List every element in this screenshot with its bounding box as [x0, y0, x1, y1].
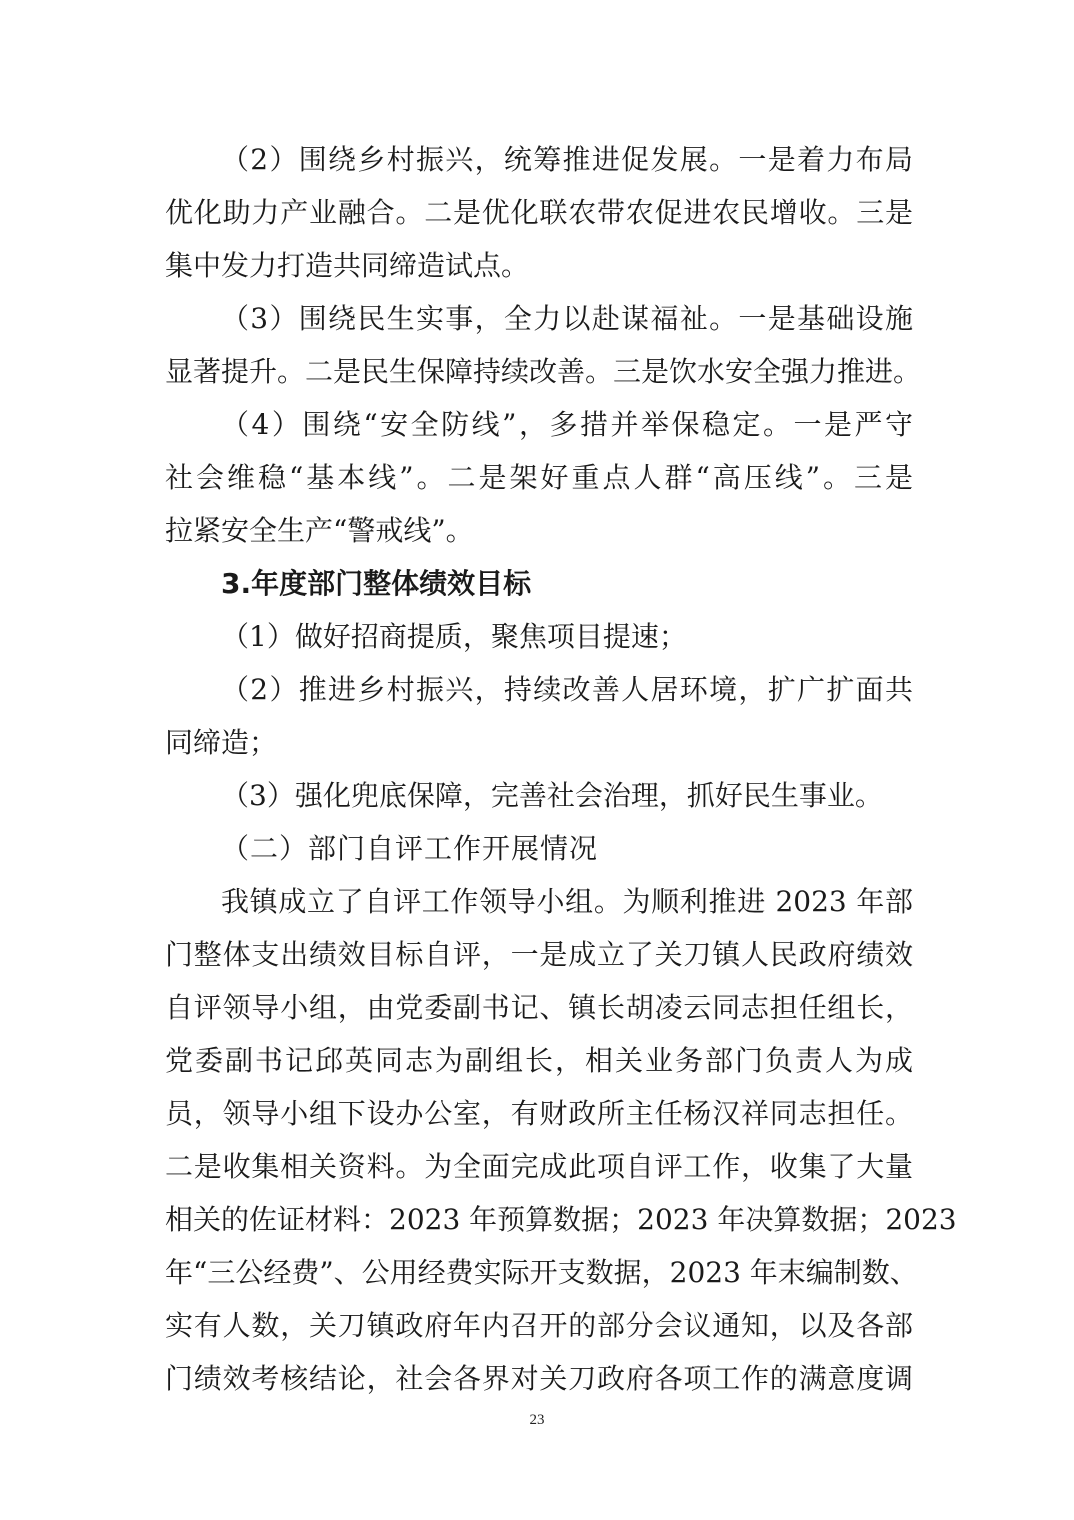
- paragraph-3-line-2: 社会维稳“基本线”。二是架好重点人群“高压线”。三是: [165, 461, 913, 494]
- paragraph-7-line-1: 我镇成立了自评工作领导小组。为顺利推进 2023 年部: [221, 885, 913, 918]
- section-heading-self-evaluation: （二）部门自评工作开展情况: [221, 832, 599, 865]
- paragraph-7-line-7: 相关的佐证材料：2023 年预算数据；2023 年决算数据；2023: [165, 1203, 957, 1236]
- paragraph-1-line-2: 优化助力产业融合。二是优化联农带农促进农民增收。三是: [165, 196, 913, 229]
- document-body: [165, 133, 957, 1405]
- section-heading-performance-goals: 3.年度部门整体绩效目标: [221, 567, 532, 600]
- paragraph-7-line-6: 二是收集相关资料。为全面完成此项自评工作，收集了大量: [165, 1150, 913, 1183]
- paragraph-5-line-2: 同缔造；: [165, 726, 278, 759]
- paragraph-1-line-3: 集中发力打造共同缔造试点。: [165, 249, 530, 282]
- paragraph-5-line-1: （2）推进乡村振兴，持续改善人居环境，扩广扩面共: [221, 673, 913, 706]
- paragraph-4-line-1: （1）做好招商提质，聚焦项目提速；: [221, 620, 687, 653]
- paragraph-7-line-10: 门绩效考核结论，社会各界对关刀政府各项工作的满意度调: [165, 1362, 913, 1395]
- page-number: 23: [529, 1412, 545, 1428]
- paragraph-6-line-1: （3）强化兜底保障，完善社会治理，抓好民生事业。: [221, 779, 883, 812]
- paragraph-7-line-9: 实有人数，关刀镇政府年内召开的部分会议通知，以及各部: [165, 1309, 913, 1342]
- paragraph-2-line-2: 显著提升。二是民生保障持续改善。三是饮水安全强力推进。: [165, 355, 922, 388]
- paragraph-3-line-1: （4）围绕“安全防线”，多措并举保稳定。一是严守: [221, 408, 913, 441]
- paragraph-7-line-5: 员，领导小组下设办公室，有财政所主任杨汉祥同志担任。: [165, 1097, 913, 1130]
- paragraph-7-line-4: 党委副书记邱英同志为副组长，相关业务部门负责人为成: [165, 1044, 913, 1077]
- paragraph-7-line-8: 年“三公经费”、公用经费实际开支数据，2023 年末编制数、: [165, 1256, 918, 1289]
- paragraph-7-line-3: 自评领导小组，由党委副书记、镇长胡凌云同志担任组长，: [165, 991, 913, 1024]
- paragraph-7-line-2: 门整体支出绩效目标自评，一是成立了关刀镇人民政府绩效: [165, 938, 913, 971]
- paragraph-2-line-1: （3）围绕民生实事，全力以赴谋福祉。一是基础设施: [221, 302, 913, 335]
- paragraph-1-line-1: （2）围绕乡村振兴，统筹推进促发展。一是着力布局: [221, 143, 913, 176]
- paragraph-3-line-3: 拉紧安全生产“警戒线”。: [165, 514, 474, 547]
